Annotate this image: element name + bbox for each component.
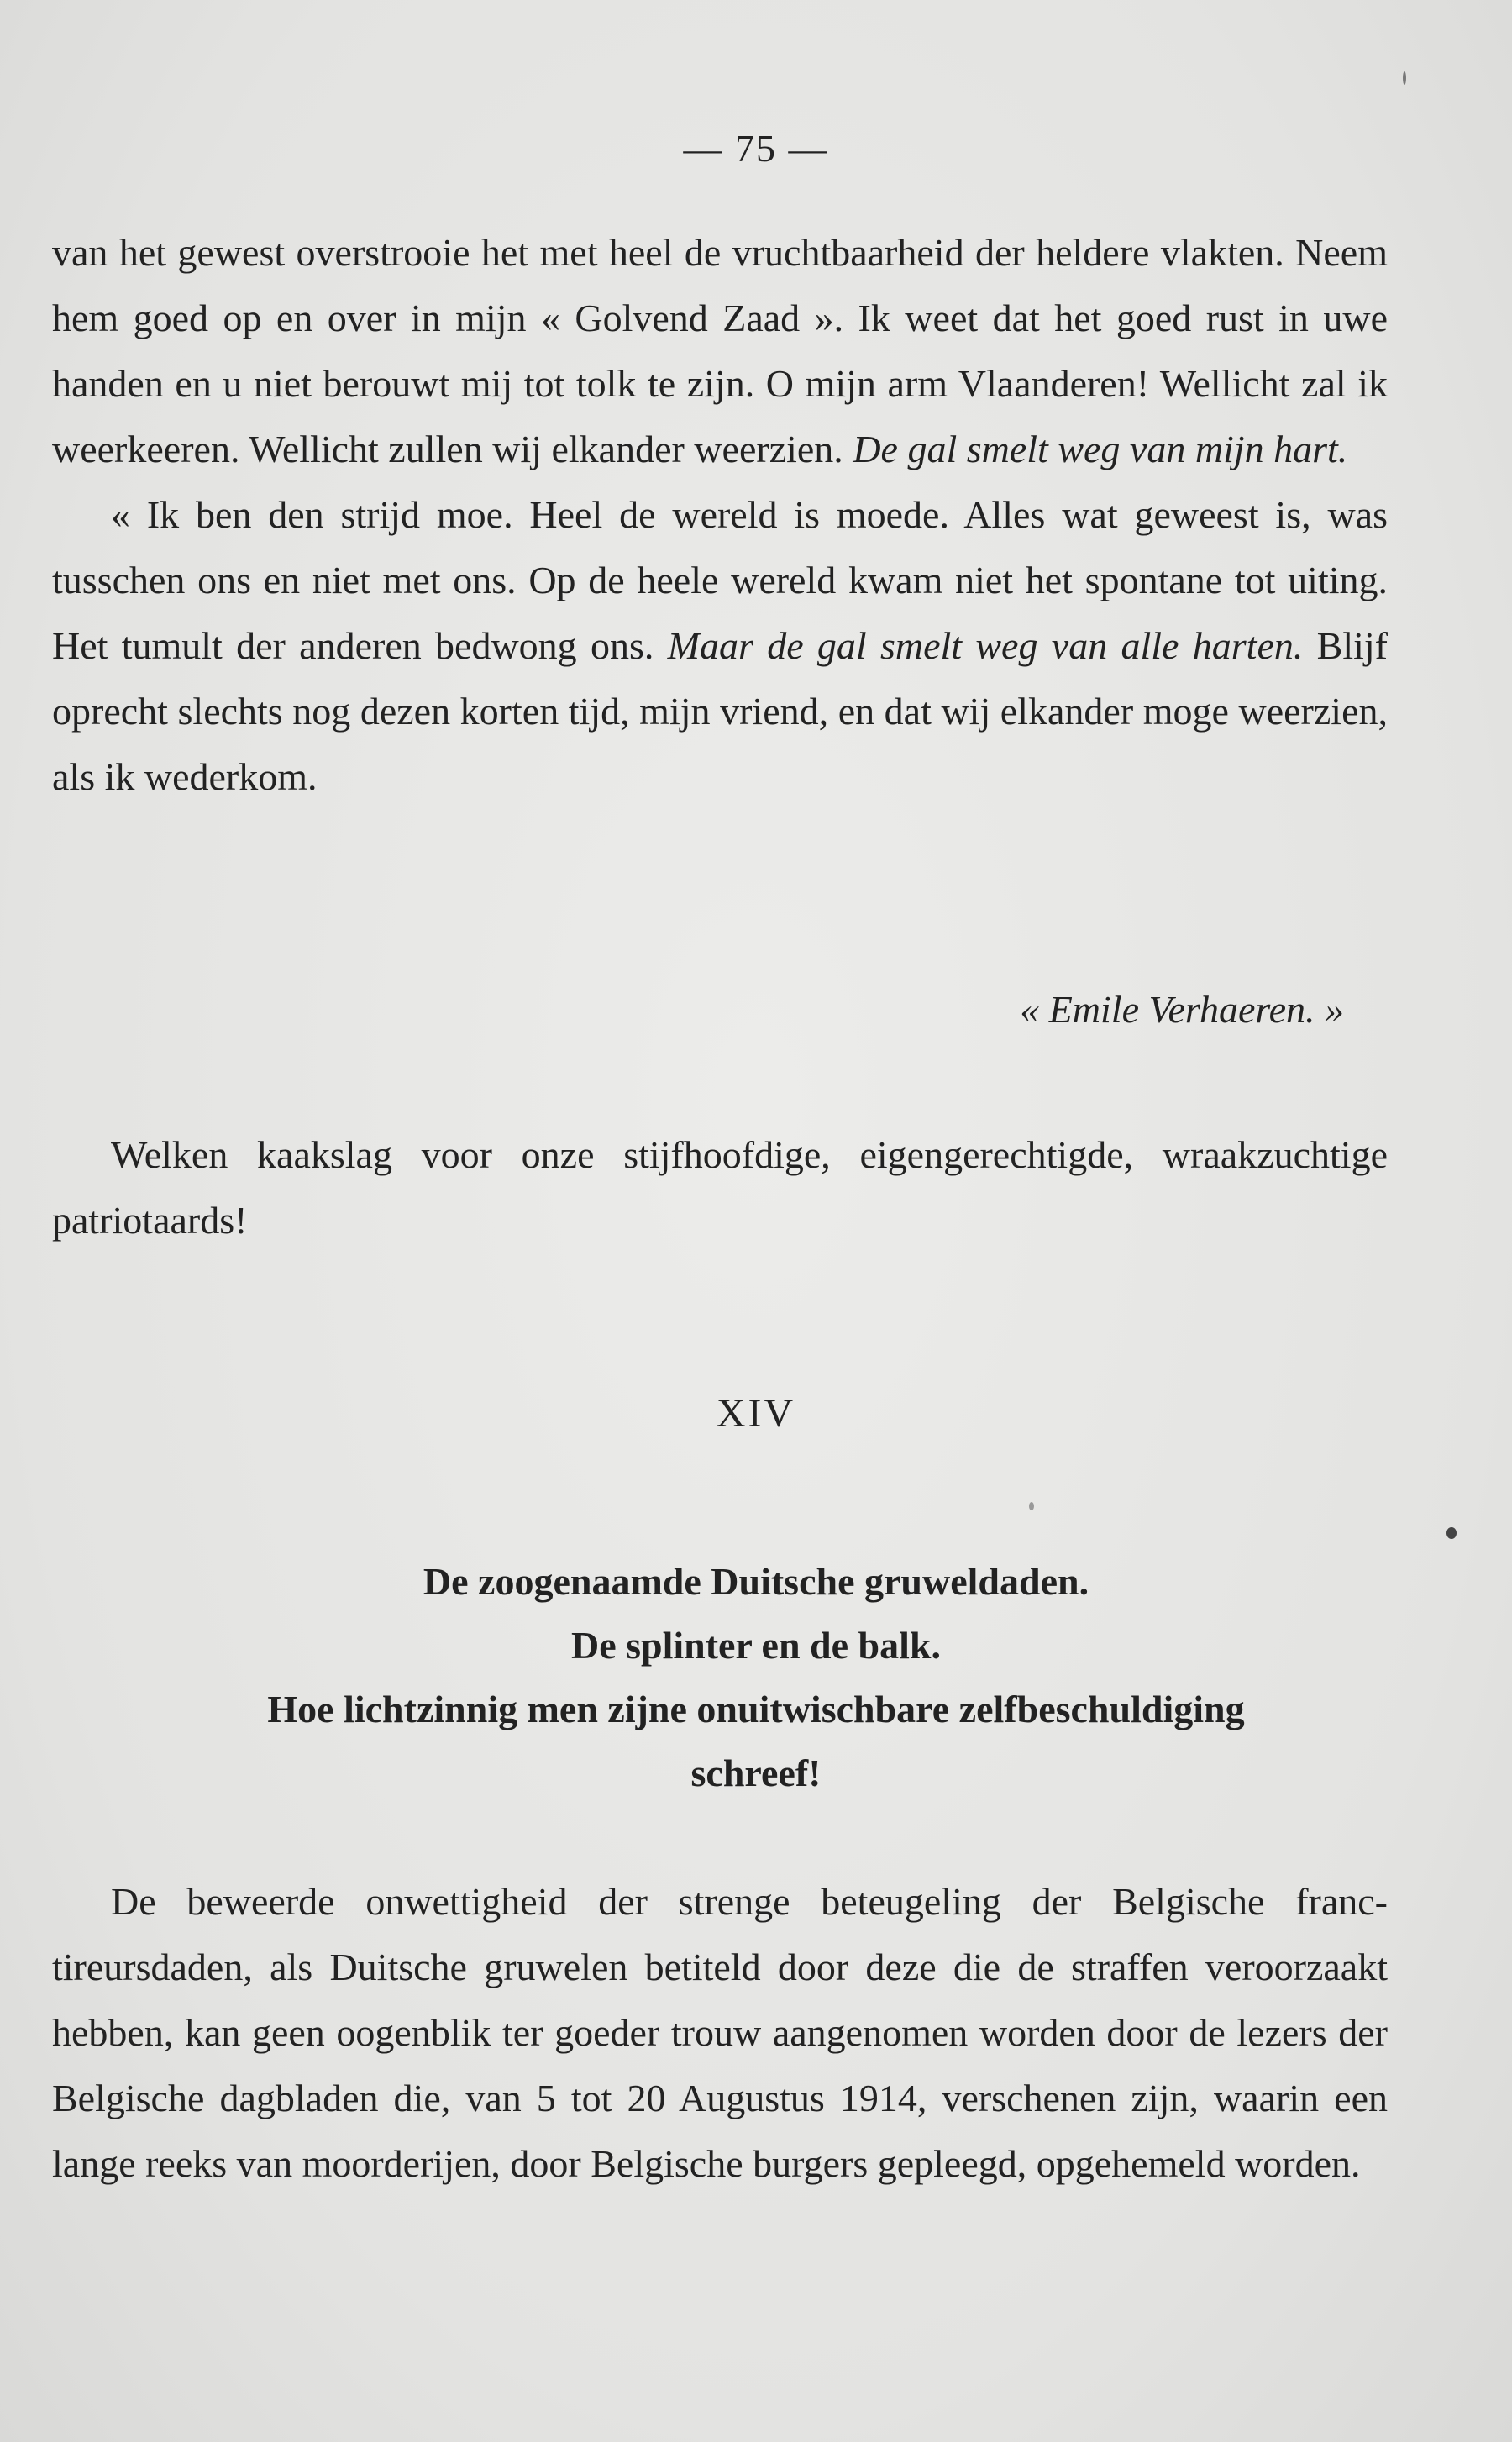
paragraph-4: De beweerde onwettigheid der strenge beteugeling der Belgische franc-tireursdaden, als Duitsche gruwelen betiteld door deze die de straffen veroorzaakt hebben, kan geen oogenblik ter goeder trouw aangenomen worden door de lezers der Belgische dagbladen die, van 5 tot 20 Augustus 1914, verschenen zijn, waarin een lange reeks van moorderijen, door Belgische burgers gepleegd, opgehemeld worden. (52, 1880, 1388, 2185)
paragraph-2-italic: Maar de gal smelt weg van alle harten. (667, 624, 1304, 667)
text-block-comment (52, 1122, 1388, 1253)
chapter-heading (76, 1550, 1436, 1805)
ink-speck (1029, 1502, 1034, 1510)
ink-speck (1403, 71, 1406, 85)
heading-line-3: Hoe lichtzinnig men zijne onuitwischbare zelfbeschuldiging (267, 1688, 1245, 1730)
paragraph-2-text-after: Blijf oprecht slechts nog dezen korten tijd, mijn vriend, en dat wij elkander moge weerzien, als ik wederkom. (52, 624, 1388, 798)
paragraph-1-text: van het gewest overstrooie het met heel de vruchtbaarheid der heldere vlakten. Neem hem goed op en over in mijn « Golvend Zaad ». Ik weet dat het goed rust in uwe handen en u niet berouwt mij tot tolk te zijn. O mijn arm Vlaanderen! Wellicht zal ik weerkeeren. Wellicht zullen wij elkander weerzien. (52, 231, 1388, 470)
heading-line-2: De splinter en de balk. (570, 1624, 942, 1667)
heading-line-4: schreef! (690, 1751, 822, 1794)
paragraph-3: Welken kaakslag voor onze stijfhoofdige, eigengerechtigde, wraakzuchtige patriotaards! (52, 1133, 1388, 1242)
heading-line-1: De zoogenaamde Duitsche gruweldaden. (423, 1560, 1089, 1603)
paragraph-2-text: « Ik ben den strijd moe. Heel de wereld is moede. Alles wat geweest is, was tusschen ons en niet met ons. Op de heele wereld kwam niet het spontane tot uiting. Het tumult der anderen bedwong ons. (52, 493, 1388, 667)
paragraph-1-italic: De gal smelt weg van mijn hart. (853, 428, 1348, 470)
section-number: XIV (716, 1391, 796, 1436)
text-block-letter (52, 220, 1388, 810)
ink-speck (1446, 1527, 1457, 1539)
signature: « Emile Verhaeren. » (1020, 988, 1344, 1031)
paragraph-2 (52, 482, 1388, 810)
page-number: — 75 — (683, 127, 829, 170)
paragraph-1 (52, 220, 1388, 482)
text-block-chapter (52, 1869, 1388, 2197)
